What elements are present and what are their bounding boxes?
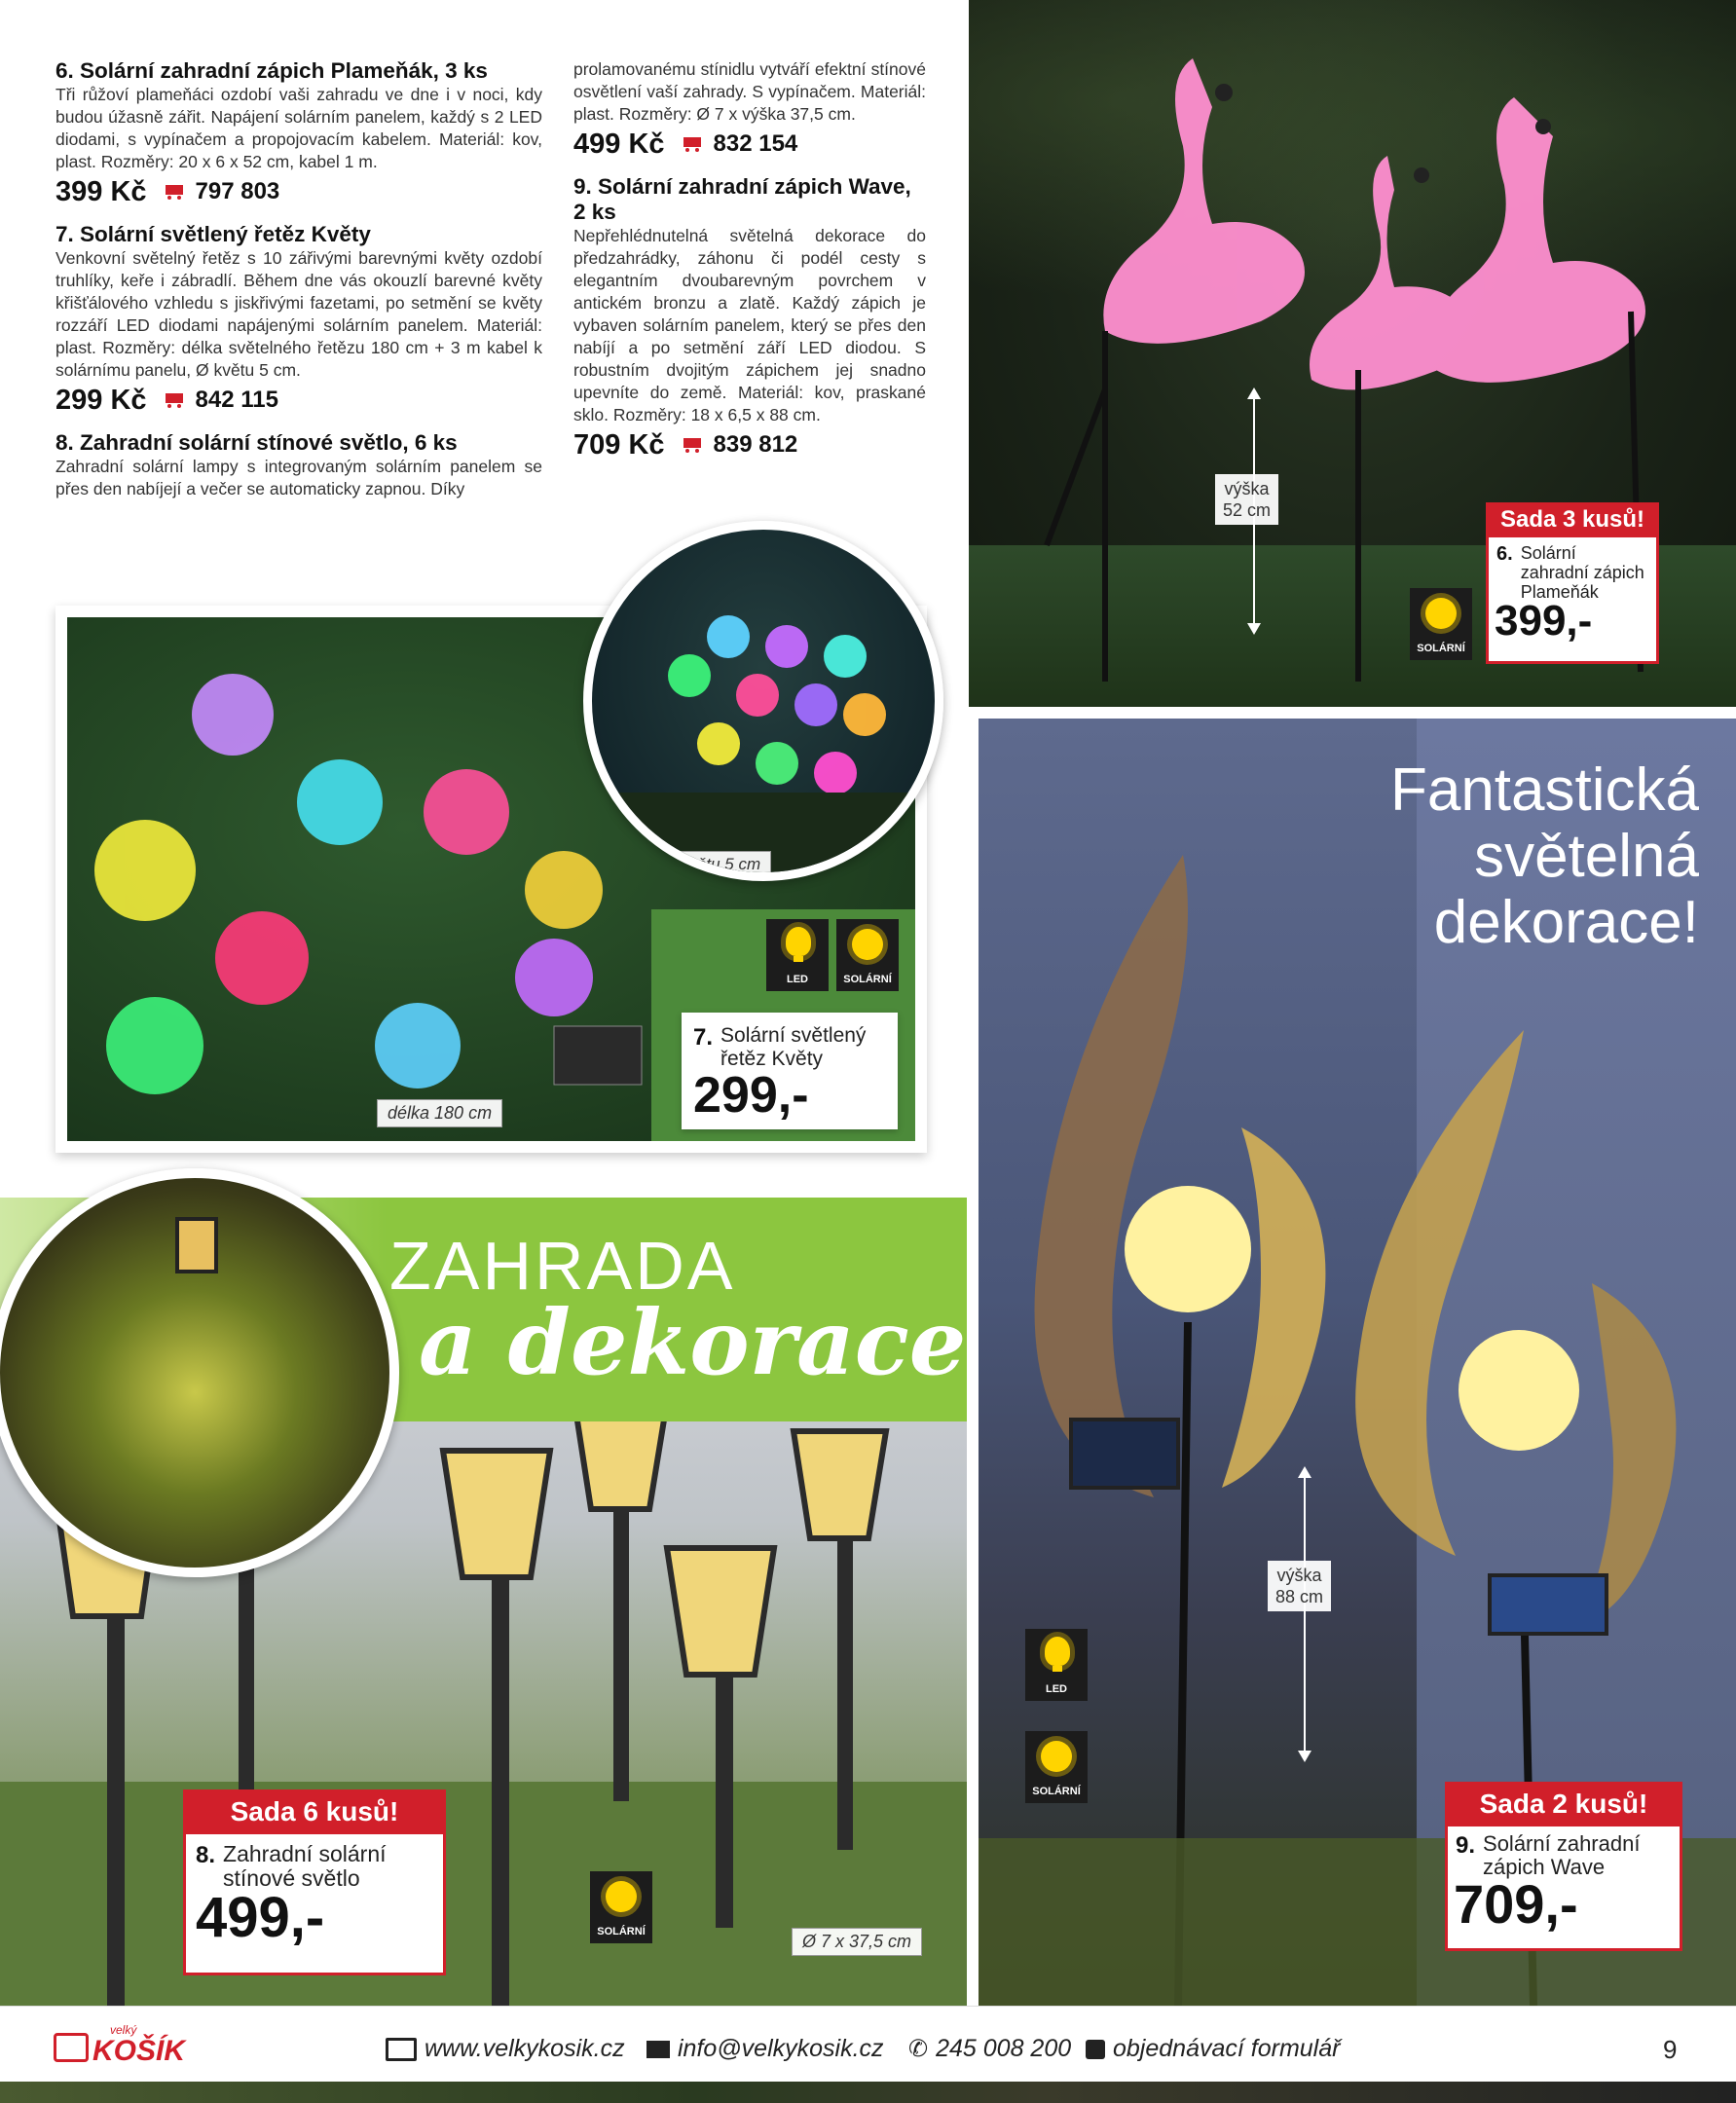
set-banner-8: Sada 6 kusů!: [183, 1789, 446, 1834]
footer-web-link[interactable]: www.velkykosik.cz: [386, 2035, 625, 2063]
footer-email-link[interactable]: info@velkykosik.cz: [646, 2035, 884, 2063]
form-icon: [1086, 2040, 1105, 2059]
price-box-8: Sada 6 kusů! 8. Zahradní solární stínové světlo 499,-: [183, 1789, 446, 1975]
price-box-6: Sada 3 kusů! 6. Solární zahradní zápich Plameňák 399,-: [1486, 502, 1659, 664]
product-8-title: 8. Zahradní solární stínové světlo, 6 ks: [55, 430, 458, 455]
box-8-price: 499,-: [196, 1886, 325, 1949]
product-8-price-row: [573, 128, 926, 161]
product-6-desc: Tři růžoví plameňáci ozdobí vaši zahradu ve dne i v noci, kdy budou úžasně zářit. Napájení solárním panelem, každý s 2 LED diodami, s vypínačem a propojovacím kabelem. Materiál: kov, plast. Rozměry: 20 x 6 x 52 cm, kabel 1 m.: [55, 85, 542, 171]
product-7-price: 299 Kč: [55, 385, 147, 416]
product-9-desc: Nepřehlédnutelná světelná dekorace do předzahrádky, záhonu či podél cesty s elegantním dvoubarevným povrchem v antickém bronzu a zlatě. Každý zápich je vybaven solárním panelem, který se přes den nabíjí a po setmění září LED diodou. S robustním dvojitým zápichem jej snadno upevníte do země. Materiál: kov, praskané sklo. Rozměry: 18 x 6,5 x 88 cm.: [573, 226, 926, 424]
box-6-name: Solární zahradní zápich Plameňák: [1520, 543, 1644, 602]
flamingo-height-label: výška 52 cm: [1215, 474, 1278, 525]
product-7-desc: Venkovní světelný řetěz s 10 zářivými barevnými květy ozdobí truhlíky, keře i zábradlí. Během dne vás okouzlí barevné květy křišťálového vzhledu s jiskřivými fazetami, po setmění se květy rozzáří LED diodami napájenými solárním panelem. Materiál: plast. Rozměry: délka světelného řetězu 180 cm + 3 m kabel k solárnímu panelu, Ø květu 5 cm.: [55, 248, 542, 380]
cart-logo-icon: [54, 2033, 89, 2062]
phone-icon: ✆: [908, 2036, 929, 2062]
product-9-price-row: [573, 428, 926, 461]
set-banner-9: Sada 2 kusů!: [1445, 1782, 1682, 1826]
product-8-price: 499 Kč: [573, 129, 665, 160]
section-title: ZAHRADA: [389, 1228, 736, 1304]
product-9-code: 839 812: [713, 431, 798, 458]
cart-icon[interactable]: [163, 183, 186, 201]
product-6-title: 6. Solární zahradní zápich Plameňák, 3 ks: [55, 58, 488, 83]
bulb-icon: [786, 927, 811, 956]
shadow-closeup-circle: [0, 1168, 399, 1577]
wave-height-label: výška 88 cm: [1268, 1561, 1331, 1611]
sun-icon: [606, 1881, 637, 1912]
monitor-icon: [386, 2038, 417, 2061]
price-box-7: 7. Solární světlený řetěz Květy 299,-: [682, 1013, 898, 1129]
text-column-right: [573, 58, 926, 461]
product-8-code: 832 154: [713, 130, 798, 157]
page-number: 9: [1663, 2035, 1678, 2064]
led-badge: LED: [1025, 1629, 1088, 1701]
bottom-strip: [0, 2082, 1736, 2103]
footer-form-link[interactable]: objednávací formulář: [1086, 2035, 1340, 2063]
box-7-price: 299,-: [693, 1067, 809, 1124]
cart-icon[interactable]: [163, 391, 186, 409]
led-badge: LED: [766, 919, 829, 991]
section-subtitle: a dekorace: [419, 1290, 967, 1395]
lamp-size-label: Ø 7 x 37,5 cm: [792, 1928, 922, 1956]
sun-icon: [852, 929, 883, 960]
headline: Fantastická světelná dekorace!: [1389, 756, 1699, 956]
bulb-icon: [1045, 1637, 1070, 1666]
cart-icon[interactable]: [681, 135, 704, 153]
chain-length-label: délka 180 cm: [377, 1099, 502, 1127]
product-8-desc-part2: prolamovanému stínidlu vytváří efektní stínové osvětlení vaší zahrady. S vypínačem. Materiál: plast. Rozměry: Ø 7 x výška 37,5 cm.: [573, 59, 926, 124]
box-8-name: Zahradní solární stínové světlo: [223, 1841, 387, 1891]
product-6-price-row: [55, 175, 542, 208]
cart-icon[interactable]: [681, 436, 704, 454]
set-banner-6: Sada 3 kusů!: [1486, 502, 1659, 537]
box-9-price: 709,-: [1454, 1873, 1578, 1935]
box-9-name: Solární zahradní zápich Wave: [1483, 1831, 1641, 1879]
footer-phone-link[interactable]: ✆ 245 008 200: [908, 2035, 1072, 2062]
height-arrow: [1304, 1468, 1306, 1760]
product-6-price: 399 Kč: [55, 176, 147, 207]
product-6-code: 797 803: [195, 178, 280, 204]
solar-badge: SOLÁRNÍ: [1410, 588, 1472, 660]
box-6-price: 399,-: [1495, 597, 1593, 645]
sun-icon: [1041, 1741, 1072, 1772]
text-column-left: [55, 58, 542, 500]
box-7-name: Solární světlený řetěz Květy: [720, 1024, 867, 1070]
sun-icon: [1425, 598, 1457, 629]
product-8-desc-part1: Zahradní solární lampy s integrovaným solárním panelem se přes den nabíjejí a večer se automaticky zapnou. Díky: [55, 457, 542, 498]
flower-closeup-circle: [583, 521, 943, 881]
product-9-title: 9. Solární zahradní zápich Wave, 2 ks: [573, 174, 911, 224]
footer-logo[interactable]: velký KOŠÍK: [54, 2023, 190, 2068]
product-7-price-row: [55, 384, 542, 417]
product-7-code: 842 115: [195, 387, 278, 413]
solar-badge: SOLÁRNÍ: [836, 919, 899, 991]
solar-badge: SOLÁRNÍ: [1025, 1731, 1088, 1803]
flower-diameter-label: Ø květu 5 cm: [652, 851, 771, 878]
solar-badge: SOLÁRNÍ: [590, 1871, 652, 1943]
price-box-9: Sada 2 kusů! 9. Solární zahradní zápich Wave 709,-: [1445, 1782, 1682, 1951]
product-9-price: 709 Kč: [573, 429, 665, 461]
product-7-title: 7. Solární světlený řetěz Květy: [55, 222, 371, 246]
envelope-icon: [646, 2041, 670, 2058]
